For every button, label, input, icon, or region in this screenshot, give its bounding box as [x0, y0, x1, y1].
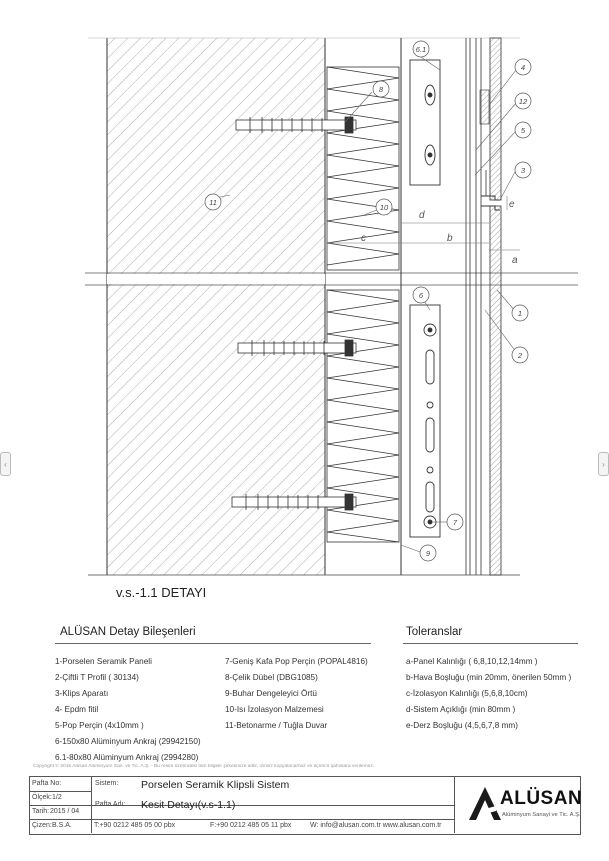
callout-label: 11: [209, 198, 217, 207]
component-item: 6-150x80 Alüminyum Ankraj (29942150): [55, 737, 201, 746]
callout-label: 10: [379, 203, 389, 212]
web-contact: W: info@alusan.com.tr www.alusan.com.tr: [310, 822, 442, 829]
tolerance-item: a-Panel Kalınlığı ( 6,8,10,12,14mm ): [406, 657, 538, 666]
callout-label: 6: [418, 291, 424, 300]
dim-letter-a: a: [512, 255, 518, 266]
sistem-label: Sistem:: [95, 780, 119, 787]
brand-tagline: Alüminyum Sanayi ve Tic. A.Ş.: [502, 812, 581, 818]
components-divider: [55, 643, 371, 644]
t-profile: [466, 38, 481, 575]
phone-number: T:+90 0212 485 05 00 pbx: [94, 822, 176, 829]
callout-label: 5: [520, 126, 526, 135]
drawing-title: v.s.-1.1 DETAYI: [116, 585, 207, 600]
tolerance-item: b-Hava Boşluğu (min 20mm, önerilen 50mm ): [406, 673, 572, 682]
component-item: 11-Betonarme / Tuğla Duvar: [225, 721, 328, 730]
tolerance-item: d-Sistem Açıklığı (min 80mm ): [406, 705, 516, 714]
callout-label: 9: [425, 549, 431, 558]
tarih-value: 2015 / 04: [50, 808, 80, 815]
callout-label: 12: [518, 97, 528, 106]
callout-label: 8: [378, 85, 384, 94]
component-item: 6.1-80x80 Alüminyum Ankraj (2994280): [55, 753, 199, 762]
pafta-adi-value: Kesit Detayı(v.s-1.1): [141, 799, 236, 811]
callout-label: 2: [517, 351, 523, 360]
anchor-bracket-6-1: [410, 60, 440, 185]
prev-page-arrow[interactable]: ‹: [0, 452, 11, 476]
insulation: [327, 67, 399, 542]
callout-label: 7: [452, 518, 458, 527]
cizen-value: B.S.A.: [52, 822, 72, 829]
pafta-adi-label: Pafta Adı:: [95, 801, 126, 808]
component-item: 8-Çelik Dübel (DBG1085): [225, 673, 318, 682]
dim-letter-e: e: [509, 199, 515, 210]
olcek-label: Ölçek:: [32, 794, 52, 801]
tolerances-divider: [403, 643, 578, 644]
dim-letter-c: c: [361, 233, 366, 244]
brand-name: ALÜSAN: [500, 788, 583, 809]
component-item: 1-Porselen Seramik Paneli: [55, 657, 152, 666]
tarih-label: Tarih:: [32, 808, 50, 815]
pafta-no-label: Pafta No:: [32, 780, 62, 787]
component-item: 4- Epdm fitil: [55, 705, 99, 714]
component-item: 3-Klips Aparatı: [55, 689, 109, 698]
component-item: 9-Buhar Dengeleyici Örtü: [225, 689, 317, 698]
alusan-logo-icon: [466, 784, 504, 822]
cizen-label: Çizen:: [32, 822, 52, 829]
fax-number: F:+90 0212 485 05 11 pbx: [210, 822, 292, 829]
dim-letter-d: d: [419, 210, 425, 221]
sistem-value: Porselen Seramik Klipsli Sistem: [141, 779, 290, 791]
epdm-strip: [480, 90, 489, 124]
callout-label: 4: [520, 63, 526, 72]
next-page-arrow[interactable]: ›: [598, 452, 609, 476]
components-heading: ALÜSAN Detay Bileşenleri: [60, 626, 196, 638]
component-item: 2-Çiftli T Profil ( 30134): [55, 673, 139, 682]
callout-label: 1: [517, 309, 523, 318]
component-item: 7-Geniş Kafa Pop Perçin (POPAL4816): [225, 657, 368, 666]
component-item: 5-Pop Perçin (4x10mm ): [55, 721, 144, 730]
tolerances-heading: Toleranslar: [406, 626, 463, 638]
tolerance-item: e-Derz Boşluğu (4,5,6,7,8 mm): [406, 721, 518, 730]
callout-label: 6.1: [415, 45, 427, 54]
tolerance-item: c-İzolasyon Kalınlığı (5,6,8,10cm): [406, 689, 528, 698]
dim-letter-b: b: [447, 233, 453, 244]
title-block: [29, 776, 581, 835]
callout-label: 3: [520, 166, 526, 175]
component-item: 10-Isı İzolasyon Malzemesi: [225, 705, 324, 714]
ceramic-panel: [490, 38, 501, 575]
anchor-bracket-6: [410, 305, 440, 537]
olcek-value: 1/2: [52, 794, 62, 801]
copyright-notice: Copyright © 2015 Alüsan Alüminyum San. ve Tic. A.Ş. - Bu resim üzerindeki tüm bilgiler şirketimize aittir, izinsiz kopyalanamaz ve üçüncü şahıslara verilemez.: [33, 764, 375, 769]
